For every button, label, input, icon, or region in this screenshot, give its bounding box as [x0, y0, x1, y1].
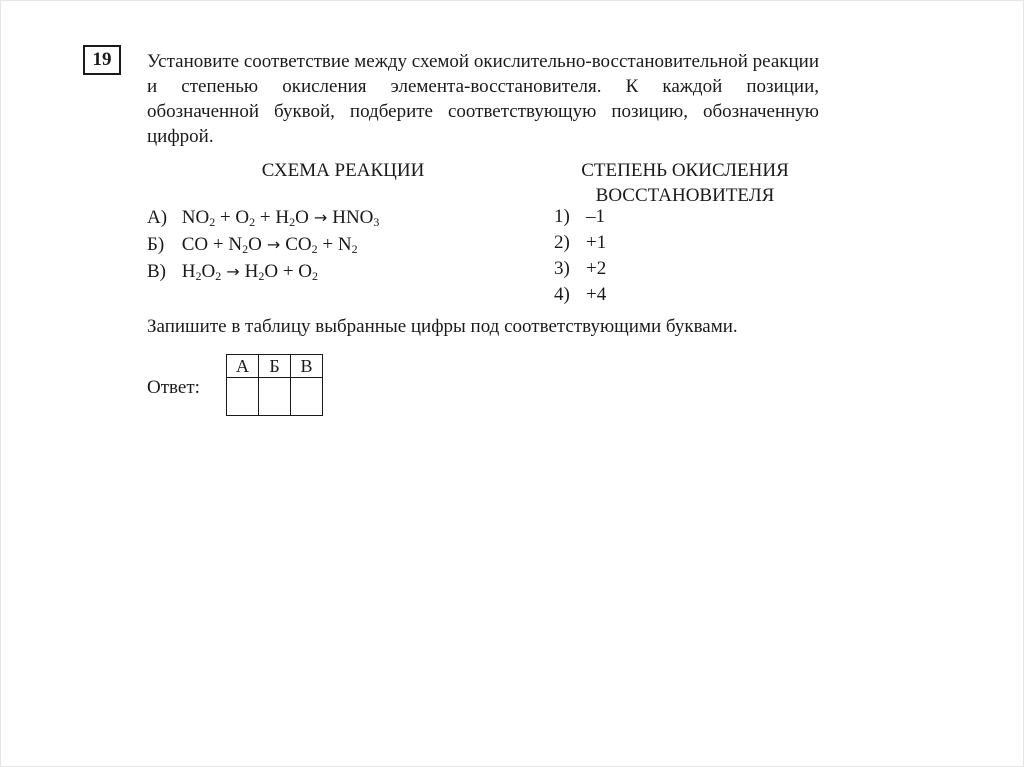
question-number: 19	[83, 45, 121, 75]
reaction-item	[147, 204, 379, 231]
oxidation-state-header-line1: СТЕПЕНЬ ОКИСЛЕНИЯ	[581, 160, 789, 181]
answer-column-a: А	[227, 355, 259, 378]
reaction-item	[147, 258, 379, 285]
option-value: –1	[586, 206, 605, 227]
reaction-equation: $NO_2 + O_2 + H_2O \to HNO_3$	[181, 207, 380, 229]
reaction-label: А)	[147, 207, 168, 228]
reaction-item	[147, 231, 379, 258]
answer-table	[226, 354, 323, 416]
oxidation-state-header	[540, 158, 830, 208]
instruction-text: Запишите в таблицу выбранные цифры под соответствующими буквами.	[147, 316, 738, 337]
answer-header-row	[227, 355, 323, 378]
answer-input-row	[227, 378, 323, 416]
option-label: 1)	[554, 206, 570, 227]
reaction-scheme-header: СХЕМА РЕАКЦИИ	[261, 160, 425, 181]
answer-cell-b[interactable]	[259, 378, 291, 416]
option-label: 4)	[554, 284, 570, 305]
answer-column-v: В	[291, 355, 323, 378]
reaction-label: В)	[147, 261, 166, 282]
answer-cell-a[interactable]	[227, 378, 259, 416]
reaction-equation: $H_2O_2 \to H_2O + O_2$	[181, 261, 319, 283]
option-item	[554, 282, 606, 308]
option-label: 2)	[554, 232, 570, 253]
option-item	[554, 204, 606, 230]
answer-label: Ответ:	[147, 377, 200, 398]
answer-column-b: Б	[259, 355, 291, 378]
answer-cell-v[interactable]	[291, 378, 323, 416]
reaction-label: Б)	[147, 234, 165, 255]
option-value: +2	[586, 258, 607, 279]
option-item	[554, 230, 606, 256]
oxidation-state-header-line2: ВОССТАНОВИТЕЛЯ	[595, 185, 775, 206]
task-text: Установите соответствие между схемой окислительно-восстановительной реакции и степенью окисления элемента-восстановителя. К каждой позиции, обозначенной буквой, подберите соответствующую позицию, обозначенную цифрой.	[147, 51, 819, 147]
reaction-list	[147, 204, 379, 285]
option-list	[554, 204, 606, 308]
option-value: +4	[586, 284, 607, 305]
option-label: 3)	[554, 258, 570, 279]
reaction-equation: CO + $N_2O \to CO_2 + N_2$	[181, 234, 358, 256]
option-item	[554, 256, 606, 282]
option-value: +1	[586, 232, 607, 253]
